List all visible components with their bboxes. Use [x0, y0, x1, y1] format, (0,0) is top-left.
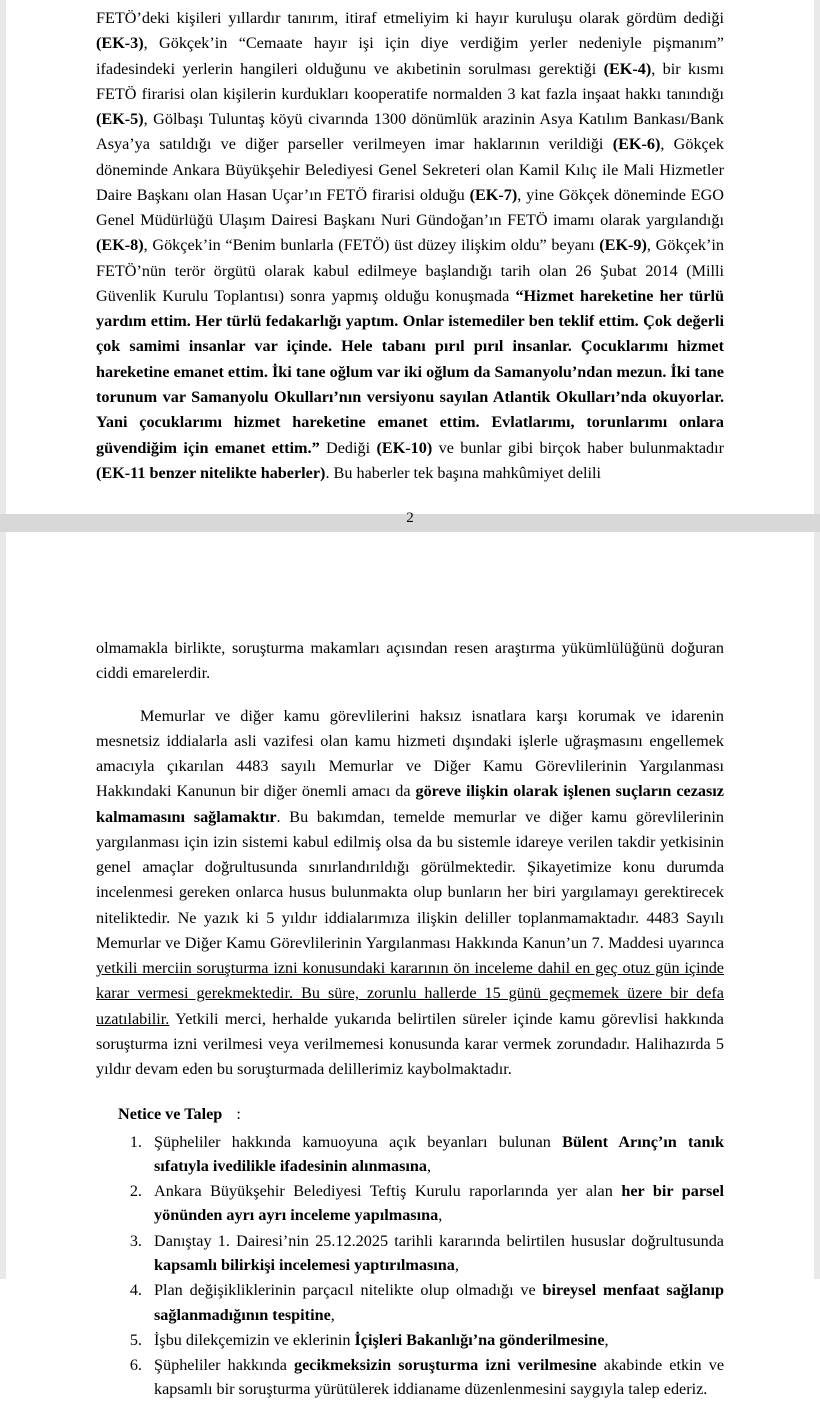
page-2-paragraph-2: Memurlar ve diğer kamu görevlilerini haksız isnatlara karşı korumak ve idarenin mesnetsiz iddialarla asli vazifesi olan kamu hizmeti dışındaki işlerle uğraşmasını engellemek amacıyla çıkarılan 4483 sayılı Memurlar ve Diğer Kamu Görevlilerinin Yargılanması Hakkındaki Kanunun bir diğer önemli amacı da göreve ilişkin olarak işlenen suçların cezasız kalmamasını sağlamaktır. Bu bakımdan, temelde memurlar ve diğer kamu görevlilerinin yargılanması için izin sistemi kabul edilmiş olsa da bu sistemle idareye verilen takdir yetkisinin genel amaçlar doğrultusunda sınırlandırıldığı görülmektedir. Şikayetimize konu durumda incelenmesi gereken onlarca husus bulunmakta olup bunların her biri yargılamayı gerektirecek niteliktedir. Ne yazık ki 5 yıldır iddialarımıza ilişkin deliller toplanmamaktadır. 4483 Sayılı Memurlar ve Diğer Kamu Görevlilerinin Yargılanması Hakkında Kanun’un 7. Maddesi uyarınca yetkili merciin soruşturma izni konusundaki kararının ön inceleme dahil en geç otuz gün içinde karar vermesi gerekmektedir. Bu süre, zorunlu hallerde 15 günü geçmemek üzere bir defa uzatılabilir. Yetkili merci, herhalde yukarıda belirtilen süreler içinde kamu görevlisi hakkında soruşturma izni verilmesi veya verilmemesi konusunda karar vermek zorundadır. Halihazırda 5 yıldır devam eden bu soruşturmada delillerimiz kaybolmaktadır. [96, 706, 724, 1079]
document-page-1 [0, 0, 820, 527]
page-edge-shadow-right [814, 0, 820, 514]
page-edge-shadow-left-2 [0, 532, 6, 1279]
demands-list [96, 1130, 724, 1402]
demand-item: 1. Şüpheliler hakkında kamuoyuna açık beyanları bulunan Bülent Arınç’ın tanık sıfatıyla ivedilikle ifadesinin alınmasına, [146, 1130, 724, 1179]
demand-item: 3. Danıştay 1. Dairesi’nin 25.12.2025 tarihli kararında belirtilen hususlar doğrultusunda kapsamlı bilirkişi incelemesi yaptırılmasına, [146, 1229, 724, 1278]
page-edge-shadow-left [0, 0, 6, 514]
document-page-2 [0, 532, 820, 1399]
page-2-top-margin [96, 532, 724, 636]
paragraph-spacer [96, 687, 724, 704]
page-number: 2 [406, 510, 414, 527]
page-2-paragraph-1: olmamakla birlikte, soruşturma makamları açısından resen araştırma yükümlülüğünü doğuran ciddi emarelerdir. [96, 639, 724, 683]
page-edge-shadow-right-2 [814, 532, 820, 1279]
page-1-paragraph: FETÖ’deki kişileri yıllardır tanırım, itiraf etmeliyim ki hayır kuruluşu olarak gördüm dediği (EK-3), Gökçek’in “Cemaate hayır işi için diye verdiğim yerler nedeniyle pişmanım” ifadesindeki yerlerin hangileri olduğunu ve akıbetinin sorulması gerektiği (EK-4), bir kısmı FETÖ firarisi olan kişilerin kurdukları kooperatife normalden 3 kat fazla inşaat hakkı tanındığı (EK-5), Gölbaşı Tuluntaş köyü civarında 1300 dönümlük arazinin Asya Katılım Bankası/Bank Asya’ya satıldığı ve diğer parseller verilmeyen imar haklarının verildiği (EK-6), Gökçek döneminde Ankara Büyükşehir Belediyesi Genel Sekreteri olan Kamil Kılıç ile Mali Hizmetler Daire Başkanı olan Hasan Uçar’ın FETÖ firarisi olduğu (EK-7), yine Gökçek döneminde EGO Genel Müdürlüğü Ulaşım Dairesi Başkanı Nuri Gündoğan’ın FETÖ imamı olarak yargılandığı (EK-8), Gökçek’in “Benim bunlarla (FETÖ) üst düzey ilişkim oldu” beyanı (EK-9), Gökçek’in FETÖ’nün terör örgütü olarak kabul edilmeye başlandığı tarih olan 26 Şubat 2014 (Milli Güvenlik Kurulu Toplantısı) sonra yapmış olduğu konuşmada “Hizmet hareketine her türlü yardım ettim. Her türlü fedakarlığı yaptım. Onlar istemediler ben teklif ettim. Çok değerli çok samimi insanlar var içinde. Hele tabanı pırıl pırıl insanlar. Çocuklarımı hizmet hareketine emanet ettim. İki tane oğlum var iki oğlum da Samanyolu’ndan mezun. İki tane torunum var Samanyolu Okulları’nın versiyonu sayılan Atlantik Okulları’nda okuyorlar. Yani çocuklarımı hizmet hareketine emanet ettim. Evlatlarımı, torunlarımı onlara güvendiğim için emanet ettim.” Dediği (EK-10) ve bunlar gibi birçok haber bulunmaktadır (EK-11 benzer nitelikte haberler). Bu haberler tek başına mahkûmiyet delili [96, 9, 724, 482]
notice-heading-text: Netice ve Talep [118, 1104, 223, 1123]
demand-item: 6. Şüpheliler hakkında gecikmeksizin soruşturma izni verilmesine akabinde etkin ve kapsamlı bir soruşturma yürütülerek iddianame düzenlenmesini saygıyla talep ederiz. [146, 1353, 724, 1402]
demand-item: 2. Ankara Büyükşehir Belediyesi Teftiş Kurulu raporlarında yer alan her bir parsel yönünden ayrı ayrı inceleme yapılmasına, [146, 1179, 724, 1228]
demand-item: 4. Plan değişikliklerinin parçacıl nitelikte olup olmadığı ve bireysel menfaat sağlanıp sağlanmadığının tespitine, [146, 1278, 724, 1327]
notice-and-demand-heading [118, 1105, 724, 1124]
notice-heading-colon: : [236, 1104, 241, 1123]
demand-item: 5. İşbu dilekçemizin ve eklerinin İçişleri Bakanlığı’na gönderilmesine, [146, 1328, 724, 1352]
